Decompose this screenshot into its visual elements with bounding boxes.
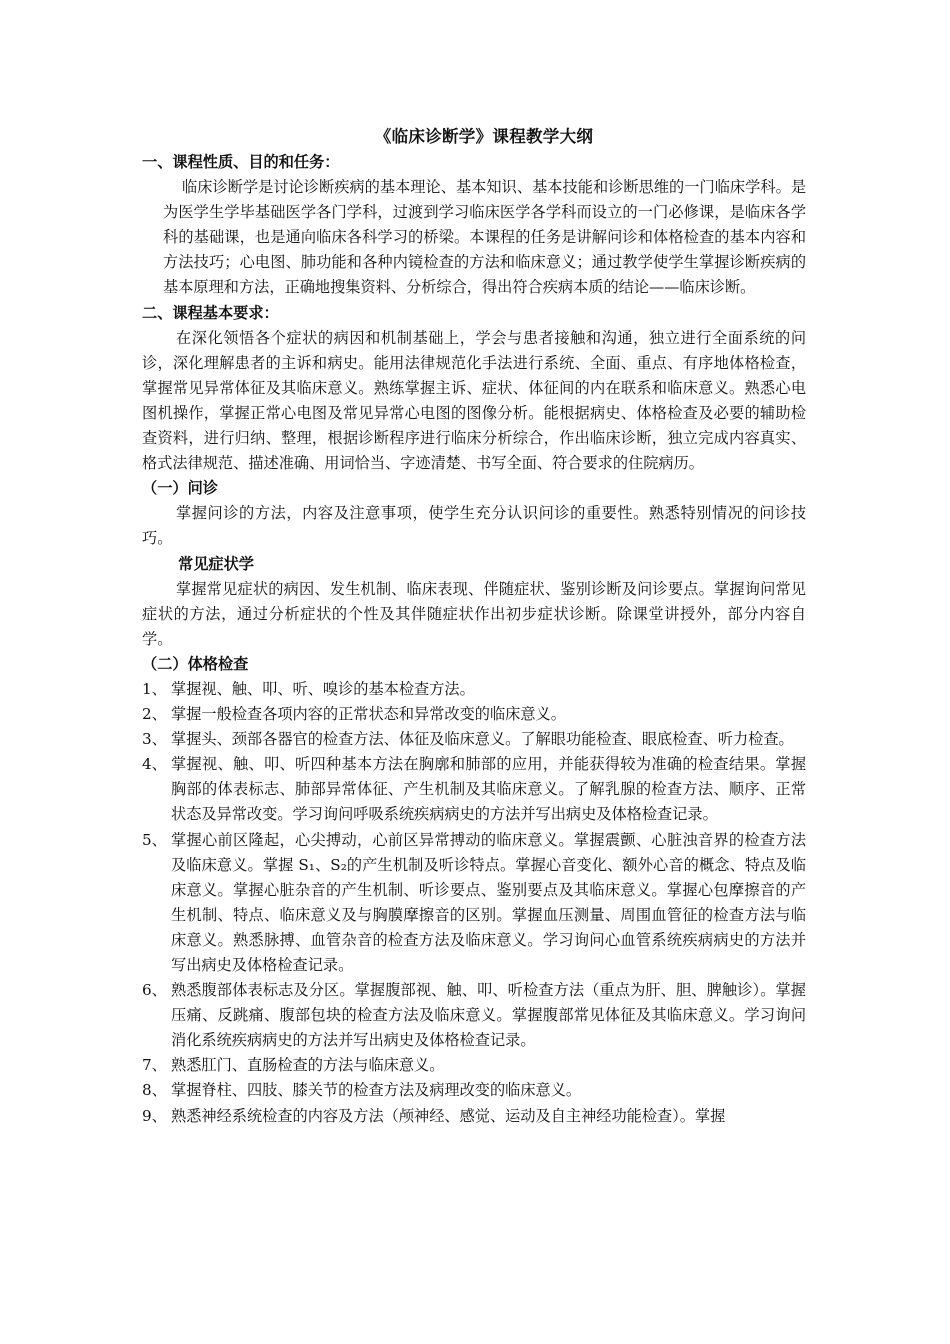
list-item-number: 6、 (142, 981, 167, 1000)
list-item-text: 熟悉肛门、直肠检查的方法与临床意义。 (171, 1056, 445, 1075)
document-title: 《临床诊断学》课程教学大纲 (374, 127, 594, 146)
list-item-number: 1、 (142, 679, 167, 698)
list-item (142, 677, 806, 702)
part1b-body: 掌握常见症状的病因、发生机制、临床表现、伴随症状、鉴别诊断及问诊要点。掌握询问常见症状的方法，通过分析症状的个性及其伴随症状作出初步症状诊断。除课堂讲授外，部分内容自学。 (142, 579, 806, 648)
list-item (142, 702, 806, 727)
list-item-text: 掌握视、触、叩、听、嗅诊的基本检查方法。 (171, 679, 475, 698)
list-item-text: 掌握一般检查各项内容的正常状态和异常改变的临床意义。 (171, 705, 566, 724)
list-item (142, 1078, 806, 1103)
list-item-text: 掌握心前区隆起，心尖搏动，心前区异常搏动的临床意义。掌握震颤、心脏浊音界的检查方法及临床意义。掌握 S₁、S₂的产生机制及听诊特点。掌握心音变化、额外心音的概念、特点及临床意义。掌握心脏杂音的产生机制、听诊要点、鉴别要点及其临床意义。掌握心包摩擦音的产生机制、特点、临床意义及与胸膜摩擦音的区别。掌握血压测量、周围血管征的检查方法与临床意义。熟悉脉搏、血管杂音的检查方法及临床意义。学习询问心血管系统疾病病史的方法并写出病史及体格检查记录。 (171, 830, 806, 974)
list-item-text: 掌握视、触、叩、听四种基本方法在胸廓和肺部的应用，并能获得较为准确的检查结果。掌握胸部的体表标志、肺部异常体征、产生机制及其临床意义。了解乳腺的检查方法、顺序、正常状态及异常改变。学习询问呼吸系统疾病病史的方法并写出病史及体格检查记录。 (171, 755, 806, 824)
part1b-heading: 常见症状学 (178, 554, 254, 573)
list-item-number: 4、 (142, 755, 167, 774)
exam-list (142, 677, 806, 1129)
list-item (142, 828, 806, 979)
list-item-number: 7、 (142, 1056, 167, 1075)
list-item (142, 752, 806, 827)
list-item-number: 3、 (142, 730, 167, 749)
list-item-text: 熟悉腹部体表标志及分区。掌握腹部视、触、叩、听检查方法（重点为肝、胆、脾触诊）。掌握压痛、反跳痛、腹部包块的检查方法及临床意义。掌握腹部常见体征及其临床意义。学习询问消化系统疾病病史的方法并写出病史及体格检查记录。 (171, 981, 806, 1050)
section1-heading: 一、课程性质、目的和任务： (142, 153, 340, 171)
list-item-text: 掌握头、颈部各器官的检查方法、体征及临床意义。了解眼功能检查、眼底检查、听力检查。 (171, 730, 794, 749)
section2-body: 在深化领悟各个症状的病因和机制基础上，学会与患者接触和沟通，独立进行全面系统的问诊，深化理解患者的主诉和病史。能用法律规范化手法进行系统、全面、重点、有序地体格检查，掌握常见异常体征及其临床意义。熟练掌握主诉、症状、体征间的内在联系和临床意义。熟悉心电图机操作，掌握正常心电图及常见异常心电图的图像分析。能根据病史、体格检查及必要的辅助检查资料，进行归纳、整理，根据诊断程序进行临床分析综合，作出临床诊断，独立完成内容真实、格式法律规范、描述准确、用词恰当、字迹清楚、书写全面、符合要求的住院病历。 (142, 328, 806, 473)
list-item-number: 2、 (142, 705, 167, 724)
part1-heading: （一）问诊 (142, 479, 218, 498)
list-item (142, 727, 806, 752)
part1-body: 掌握问诊的方法，内容及注意事项，使学生充分认识问诊的重要性。熟悉特别情况的问诊技巧。 (142, 504, 806, 548)
list-item-number: 9、 (142, 1106, 167, 1125)
list-item (142, 978, 806, 1053)
list-item (142, 1053, 806, 1078)
list-item-number: 8、 (142, 1081, 167, 1100)
list-item-text: 掌握脊柱、四肢、膝关节的检查方法及病理改变的临床意义。 (171, 1081, 582, 1100)
section2-heading: 二、课程基本要求： (142, 303, 279, 322)
section1-body: 临床诊断学是讨论诊断疾病的基本理论、基本知识、基本技能和诊断思维的一门临床学科。是为医学生学毕基础医学各门学科，过渡到学习临床医学各学科而设立的一门必修课，是临床各学科的基础课，也是通向临床各科学习的桥梁。本课程的任务是讲解问诊和体格检查的基本内容和方法技巧；心电图、肺功能和各种内镜检查的方法和临床意义；通过教学使学生掌握诊断疾病的基本原理和方法，正确地搜集资料、分析综合，得出符合疾病本质的结论——临床诊断。 (163, 178, 806, 297)
part2-heading: （二）体格检查 (142, 654, 249, 673)
document-page (142, 124, 806, 1129)
list-item (142, 1104, 806, 1129)
list-item-number: 5、 (142, 830, 167, 849)
list-item-text: 熟悉神经系统检查的内容及方法（颅神经、感觉、运动及自主神经功能检查）。掌握 (171, 1106, 726, 1125)
